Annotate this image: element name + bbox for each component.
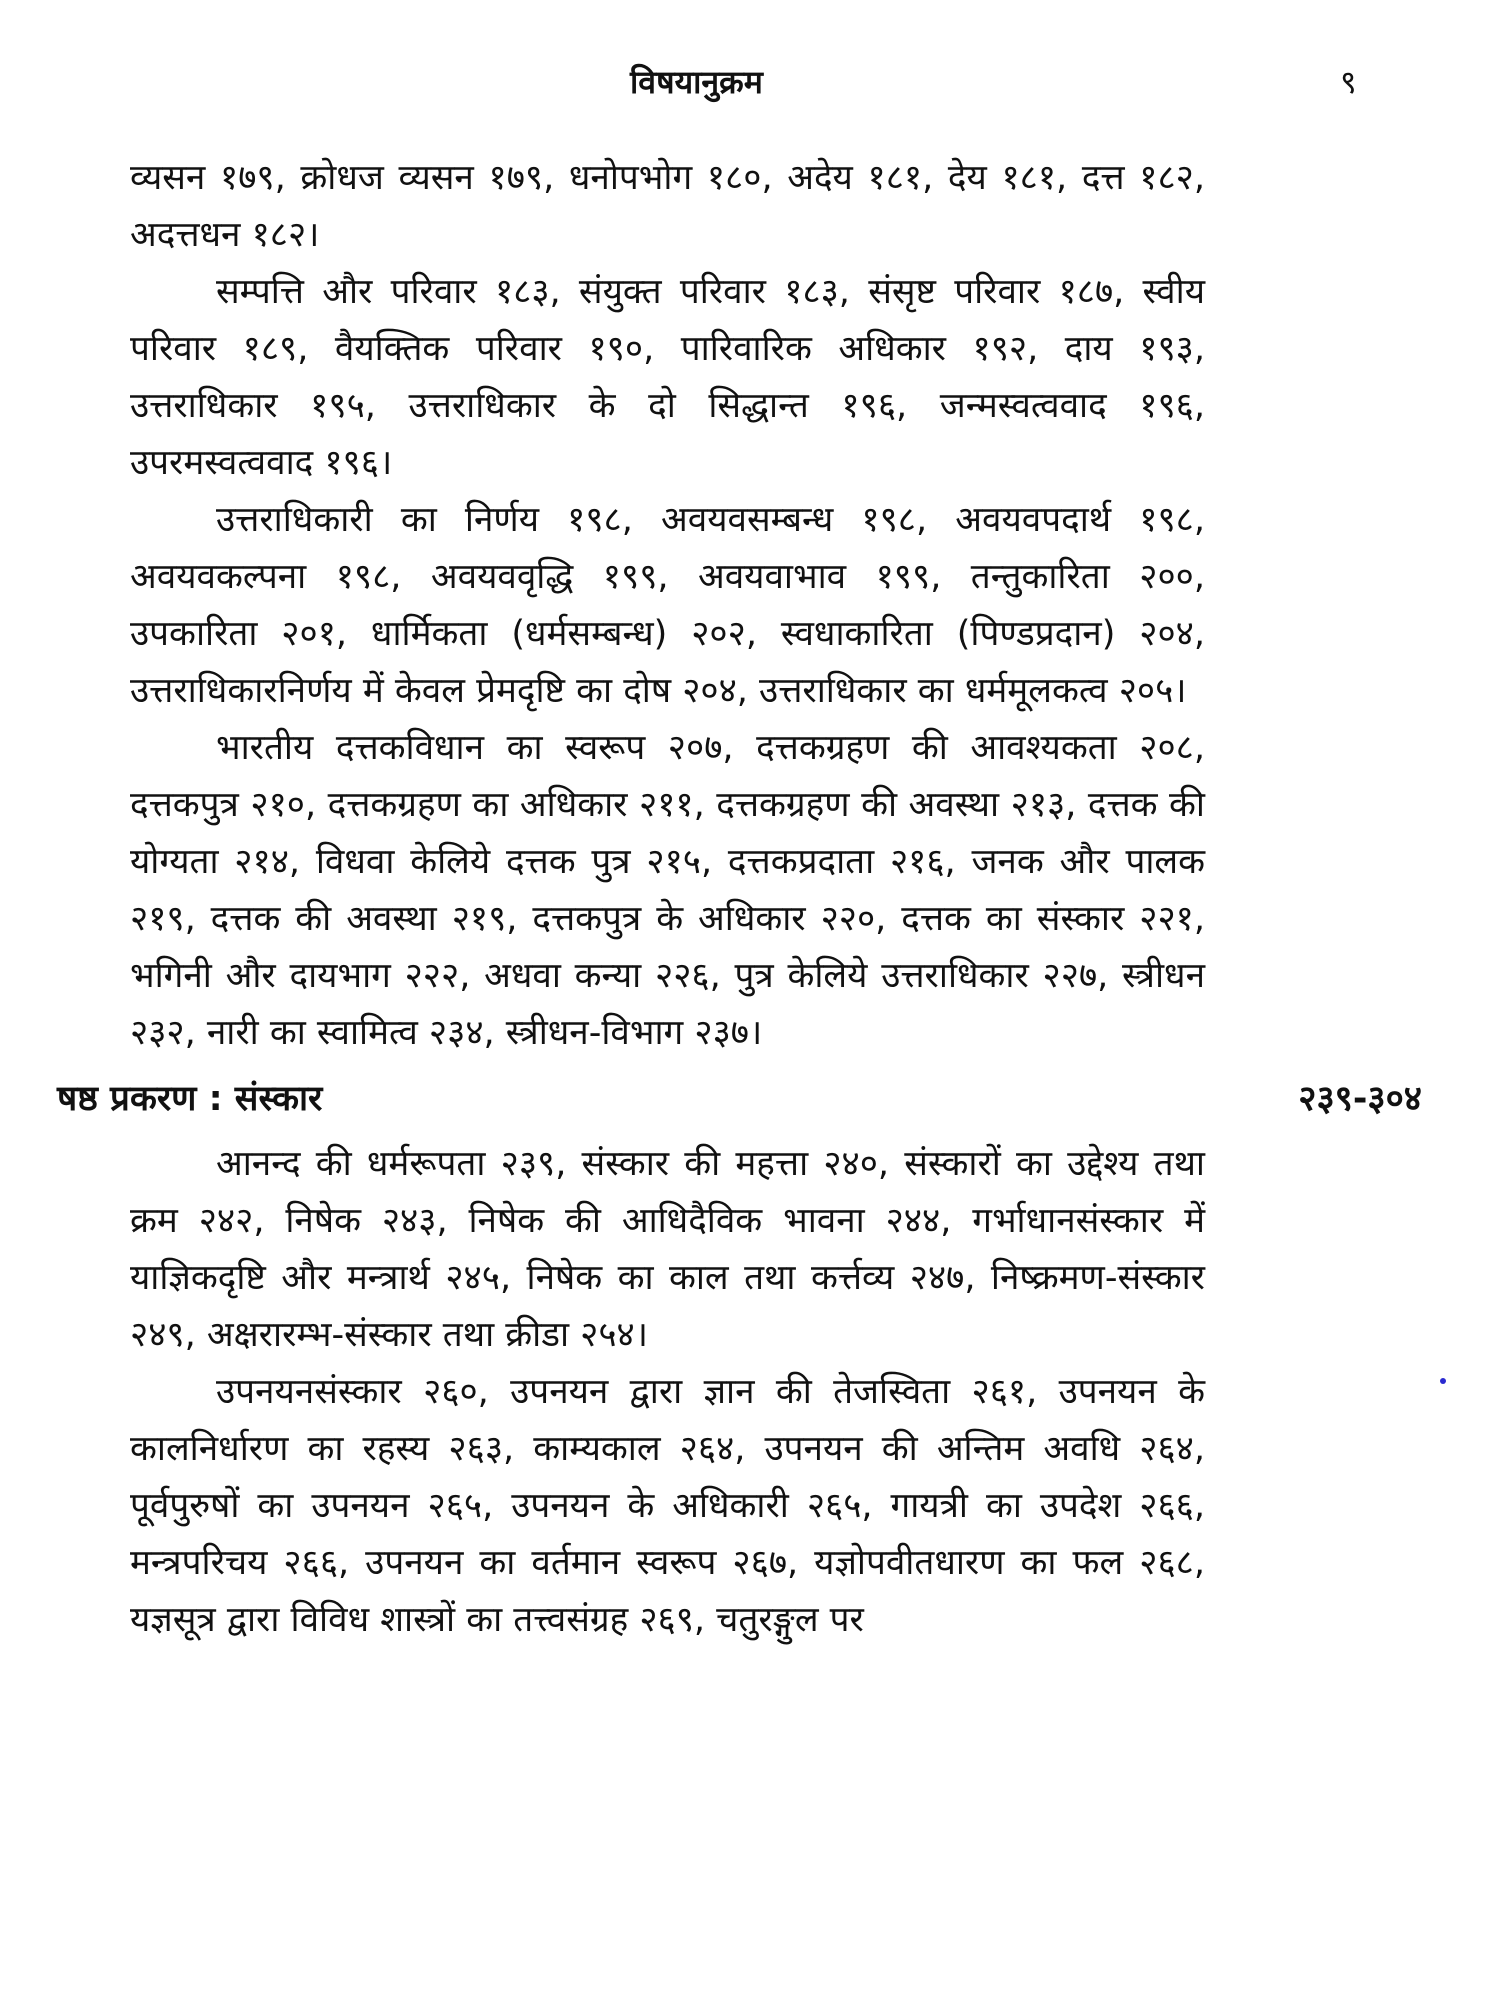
ink-speck [1440,1378,1446,1384]
running-head [0,60,1500,110]
contents-paragraph: भारतीय दत्तकविधान का स्वरूप २०७, दत्तकग्रहण की आवश्यकता २०८, दत्तकपुत्र २१०, दत्तकग्रहण का अधिकार २११, दत्तकग्रहण की अवस्था २१३, दत्तक की योग्यता २१४, विधवा केलिये दत्तक पुत्र २१५, दत्तकप्रदाता २१६, जनक और पालक २१९, दत्तक की अवस्था २१९, दत्तकपुत्र के अधिकार २२०, दत्तक का संस्कार २२१, भगिनी और दायभाग २२२, अधवा कन्या २२६, पुत्र केलिये उत्तराधिकार २२७, स्त्रीधन २३२, नारी का स्वामित्व २३४, स्त्रीधन-विभाग २३७। [130,728,1205,1053]
page-number: ९ [1340,63,1357,101]
section-heading [57,1072,1422,1136]
running-title: विषयानुक्रम [630,63,763,101]
contents-paragraph: सम्पत्ति और परिवार १८३, संयुक्त परिवार १८३, संसृष्ट परिवार १८७, स्वीय परिवार १८९, वैयक्तिक परिवार १९०, पारिवारिक अधिकार १९२, दाय १९३, उत्तराधिकार १९५, उत्तराधिकार के दो सिद्धान्त १९६, जन्मस्वत्ववाद १९६, उपरमस्वत्ववाद १९६। [130,272,1205,483]
contents-paragraph: आनन्द की धर्मरूपता २३९, संस्कार की महत्ता २४०, संस्कारों का उद्देश्य तथा क्रम २४२, निषेक २४३, निषेक की आधिदैविक भावना २४४, गर्भाधानसंस्कार में याज्ञिकदृष्टि और मन्त्रार्थ २४५, निषेक का काल तथा कर्त्तव्य २४७, निष्क्रमण-संस्कार २४९, अक्षरारम्भ-संस्कार तथा क्रीडा २५४। [130,1144,1205,1355]
contents-paragraph: व्यसन १७९, क्रोधज व्यसन १७९, धनोपभोग १८०, अदेय १८१, देय १८१, दत्त १८२, अदत्तधन १८२। [130,158,1205,255]
section-page-range: २३९-३०४ [1298,1079,1422,1119]
contents-paragraph: उपनयनसंस्कार २६०, उपनयन द्वारा ज्ञान की तेजस्विता २६१, उपनयन के कालनिर्धारण का रहस्य २६३, काम्यकाल २६४, उपनयन की अन्तिम अवधि २६४, पूर्वपुरुषों का उपनयन २६५, उपनयन के अधिकारी २६५, गायत्री का उपदेश २६६, मन्त्रपरिचय २६६, उपनयन का वर्तमान स्वरूप २६७, यज्ञोपवीतधारण का फल २६८, यज्ञसूत्र द्वारा विविध शास्त्रों का तत्त्वसंग्रह २६९, चतुरङ्गुल पर [130,1372,1205,1640]
contents-paragraph: उत्तराधिकारी का निर्णय १९८, अवयवसम्बन्ध १९८, अवयवपदार्थ १९८, अवयवकल्पना १९८, अवयववृद्धि १९९, अवयवाभाव १९९, तन्तुकारिता २००, उपकारिता २०१, धार्मिकता (धर्मसम्बन्ध) २०२, स्वधाकारिता (पिण्डप्रदान) २०४, उत्तराधिकारनिर्णय में केवल प्रेमदृष्टि का दोष २०४, उत्तराधिकार का धर्ममूलकत्व २०५। [130,500,1205,711]
section-title: षष्ठ प्रकरण : संस्कार [57,1079,323,1119]
contents-body [57,150,1422,1649]
